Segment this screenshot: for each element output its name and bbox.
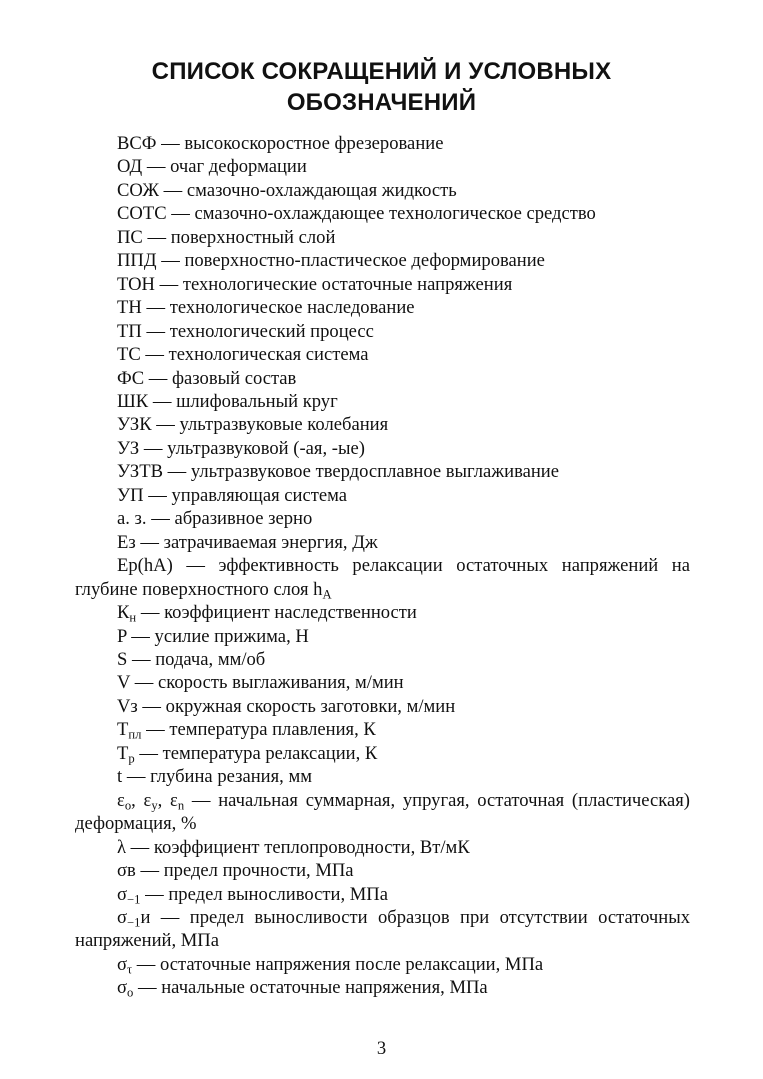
subscript: A xyxy=(322,587,332,602)
abbr-definition: предел прочности, МПа xyxy=(163,860,354,882)
list-item: $К_н$ — коэффициент наследственности xyxy=(117,602,417,625)
list-item: СОЖ — смазочно-охлаждающая жидкость xyxy=(117,179,457,201)
abbr-definition: ультразвуковой (-ая, -ые) xyxy=(167,437,365,459)
list-item: $\sigma_{-1}$ — предел выносливости, МПа xyxy=(117,883,388,907)
abbr-definition: управляющая система xyxy=(171,484,348,506)
abbr-definition: подача, мм/об xyxy=(155,648,266,670)
abbr-definition: глубина резания, мм xyxy=(150,766,312,788)
page-title xyxy=(80,56,683,118)
abbr-term: Ез xyxy=(117,531,136,553)
list-item: ШК — шлифовальный круг xyxy=(117,390,338,412)
abbr-definition: смазочно-охлаждающая жидкость xyxy=(186,179,457,201)
abbr-term: УЗК xyxy=(117,414,152,436)
abbr-term: ПС xyxy=(117,226,143,248)
list-item: СОТС — смазочно-охлаждающее технологическое средство xyxy=(117,203,596,225)
abbr-definition: смазочно-охлаждающее технологическое средство xyxy=(194,203,596,225)
subscript: −1 xyxy=(127,892,141,907)
abbr-definition: температура релаксации, К xyxy=(162,742,378,764)
abbr-term: УП xyxy=(117,484,144,506)
list-item: УП — управляющая система xyxy=(117,484,348,506)
abbr-definition: поверхностно-пластическое деформирование xyxy=(184,250,545,272)
abbr-term: УЗ xyxy=(117,437,140,459)
list-item: $\sigma_о$ — начальные остаточные напряжения, МПа xyxy=(117,977,488,1000)
title-line-2: ОБОЗНАЧЕНИЙ xyxy=(286,89,477,116)
list-item: $\varepsilon_o$, $\varepsilon_y$, $\varepsilon_n$ — начальная суммарная, упругая, остаточная (пластическая) деформация, % xyxy=(75,789,691,835)
abbr-term: УЗТВ xyxy=(117,461,163,483)
abbr-definition: технологическая система xyxy=(168,344,369,366)
abbr-term: ОД xyxy=(117,156,143,178)
abbr-term: V xyxy=(117,672,131,694)
abbr-definition: предел выносливости, МПа xyxy=(168,883,388,905)
abbr-term: σ xyxy=(117,953,128,975)
abbr-term: Vз xyxy=(117,695,138,717)
list-item: P — усилие прижима, Н xyxy=(117,625,309,647)
abbr-term: СОТС xyxy=(117,203,167,225)
list-item: V — скорость выглаживания, м/мин xyxy=(117,672,404,694)
subscript: n xyxy=(177,798,185,813)
abbr-term: t xyxy=(117,766,123,788)
list-item: t — глубина резания, мм xyxy=(117,766,312,788)
abbr-term: ТН xyxy=(117,297,142,319)
abbr-definition: скорость выглаживания, м/мин xyxy=(157,672,404,694)
abbr-term: σ xyxy=(117,906,128,928)
list-item: УЗК — ультразвуковые колебания xyxy=(117,414,389,436)
list-item: Ез — затрачиваемая энергия, Дж xyxy=(117,531,378,553)
abbr-term: P xyxy=(117,625,127,647)
title-line-1: СПИСОК СОКРАЩЕНИЙ И УСЛОВНЫХ xyxy=(151,58,612,85)
abbr-definition: усилие прижима, Н xyxy=(154,625,309,647)
subscript: y xyxy=(151,798,158,813)
subscript: н xyxy=(129,610,137,625)
list-item: ПС — поверхностный слой xyxy=(117,226,336,248)
list-item: ОД — очаг деформации xyxy=(117,156,307,178)
list-item: УЗ — ультразвуковой (-ая, -ые) xyxy=(117,437,365,459)
abbr-term: σ xyxy=(117,883,128,905)
list-item: ТП — технологический процесс xyxy=(117,320,374,342)
abbr-definition: коэффициент теплопроводности, Вт/мК xyxy=(153,836,470,858)
list-item: ППД — поверхностно-пластическое деформирование xyxy=(117,250,545,272)
list-item: ВСФ — высокоскоростное фрезерование xyxy=(117,133,444,154)
abbr-definition: окружная скорость заготовки, м/мин xyxy=(165,695,456,717)
abbr-definition: фазовый состав xyxy=(171,367,297,389)
abbr-term: λ xyxy=(117,836,127,858)
abbr-term: а. з. xyxy=(117,508,147,530)
list-item: ТОН — технологические остаточные напряжения xyxy=(117,273,513,295)
abbr-term: ТОН xyxy=(117,273,155,295)
abbr-definition: начальная суммарная, упругая, остаточная (пластическая) деформация, % xyxy=(75,789,691,835)
abbr-definition: температура плавления, К xyxy=(169,719,376,741)
list-item: $Т_р$ — температура релаксации, К xyxy=(117,742,378,766)
list-item: S — подача, мм/об xyxy=(117,648,266,670)
abbr-term: σв xyxy=(117,860,136,882)
list-item: Ер(hA) — эффективность релаксации остаточных напряжений на глубине поверхностного слоя $h_A$ xyxy=(75,555,691,602)
abbr-term: К xyxy=(117,602,130,624)
abbr-term: ШК xyxy=(117,390,149,412)
abbr-definition: технологические остаточные напряжения xyxy=(182,273,513,295)
abbr-definition: абразивное зерно xyxy=(174,508,313,530)
list-item: $\sigma_{-1}и$ — предел выносливости образцов при отсутствии остаточных напряжений, МПа xyxy=(75,906,690,952)
list-item: ТН — технологическое наследование xyxy=(117,297,415,319)
abbr-definition: остаточные напряжения после релаксации, МПа xyxy=(160,953,544,975)
abbr-definition: затрачиваемая энергия, Дж xyxy=(163,531,378,553)
abbr-term: Т xyxy=(117,742,129,764)
list-item: УЗТВ — ультразвуковое твердосплавное выглаживание xyxy=(117,461,560,483)
abbr-definition: начальные остаточные напряжения, МПа xyxy=(161,977,488,999)
list-item: а. з. — абразивное зерно xyxy=(117,508,313,530)
list-item: $\sigma_\tau$ — остаточные напряжения после релаксации, МПа xyxy=(117,953,544,977)
abbr-term: S xyxy=(117,648,128,670)
abbr-term: ТС xyxy=(117,344,141,366)
list-item: ФС — фазовый состав xyxy=(117,367,297,389)
abbr-term: σ xyxy=(117,977,128,999)
abbr-definition: очаг деформации xyxy=(170,156,307,178)
subscript: o xyxy=(124,798,132,813)
abbr-definition: технологический процесс xyxy=(169,320,374,342)
abbr-definition: предел выносливости образцов при отсутствии остаточных напряжений, МПа xyxy=(75,906,690,952)
subscript: τ xyxy=(127,962,133,977)
page-number: 3 xyxy=(376,1038,387,1059)
list-item: Vз — окружная скорость заготовки, м/мин xyxy=(117,695,456,717)
abbr-definition: коэффициент наследственности xyxy=(164,602,417,624)
list-item: σв — предел прочности, МПа xyxy=(117,860,354,882)
abbr-term: ε xyxy=(117,789,125,811)
abbr-definition: технологическое наследование xyxy=(169,297,415,319)
subscript: р xyxy=(128,751,135,766)
abbr-term: Т xyxy=(117,719,129,741)
subscript: пл xyxy=(128,727,142,742)
subscript: −1 xyxy=(127,915,141,930)
abbr-term: ФС xyxy=(117,367,145,389)
abbr-definition: ультразвуковое твердосплавное выглаживание xyxy=(190,461,560,483)
abbr-term: ППД xyxy=(117,250,157,272)
abbreviations-list xyxy=(75,132,690,1000)
abbr-definition: поверхностный слой xyxy=(170,226,336,248)
list-item: λ — коэффициент теплопроводности, Вт/мК xyxy=(117,836,470,858)
abbr-definition: эффективность релаксации остаточных напряжений на глубине поверхностного слоя h xyxy=(75,555,691,600)
abbr-definition: ультразвуковые колебания xyxy=(179,414,389,436)
list-item: ТС — технологическая система xyxy=(117,344,369,366)
abbr-term: СОЖ xyxy=(117,179,160,201)
abbr-definition: высокоскоростное фрезерование xyxy=(184,133,444,154)
abbr-term: ТП xyxy=(117,320,142,342)
abbr-definition: шлифовальный круг xyxy=(176,390,338,412)
subscript: о xyxy=(127,985,134,1000)
abbr-term: ВСФ xyxy=(117,133,157,154)
abbr-term: Ер(hA) xyxy=(117,555,173,577)
list-item: $Т_{пл}$ — температура плавления, К xyxy=(117,719,376,742)
